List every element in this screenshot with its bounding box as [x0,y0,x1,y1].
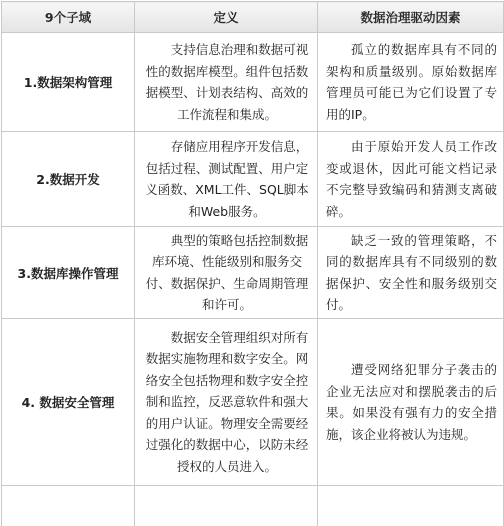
table-row [2,132,504,227]
subdomain-cell: 4. 数据安全管理 [2,319,135,486]
empty-cell [318,486,504,526]
header-row [2,2,504,33]
drivers-text: 遭受网络犯罪分子袭击的企业无法应对和摆脱袭击的后果。如果没有强有力的安全措施，该企业将被认为违规。 [326,359,497,445]
table-row-partial [2,486,504,526]
drivers-cell [318,132,504,227]
definition-text: 典型的策略包括控制数据库环境、性能级别和服务交付、数据保护、生命周期管理和许可。 [143,230,311,316]
definition-cell [135,227,318,319]
table-row [2,227,504,319]
definition-cell [135,319,318,486]
table-row [2,319,504,486]
subdomain-cell: 1.数据架构管理 [2,33,135,132]
empty-cell [135,486,318,526]
drivers-text: 缺乏一致的管理策略，不同的数据库具有不同级别的数据保护、安全性和服务级别交付。 [326,230,497,316]
header-subdomain: 9个子域 [2,2,135,33]
subdomain-cell: 2.数据开发 [2,132,135,227]
data-governance-table [1,1,504,526]
header-definition: 定义 [135,2,318,33]
drivers-text: 孤立的数据库具有不同的架构和质量级别。原始数据库管理员可能已为它们设置了专用的IP。 [326,39,497,125]
definition-cell [135,33,318,132]
definition-text: 支持信息治理和数据可视性的数据库模型。组件包括数据模型、计划表结构、高效的工作流程和集成。 [143,39,311,125]
drivers-cell [318,227,504,319]
empty-cell [2,486,135,526]
drivers-text: 由于原始开发人员工作改变或退休，因此可能文档记录不完整导致编码和猜测支离破碎。 [326,136,497,222]
header-drivers: 数据治理驱动因素 [318,2,504,33]
drivers-cell [318,319,504,486]
subdomain-cell: 3.数据库操作管理 [2,227,135,319]
definition-text: 数据安全管理组织对所有数据实施物理和数字安全。网络安全包括物理和数字安全控制和监控，反恶意软件和强大的用户认证。物理安全需要经过强化的数据中心，以防未经授权的人员进入。 [143,327,311,478]
definition-text: 存储应用程序开发信息，包括过程、测试配置、用户定义函数、XML工件、SQL脚本和Web服务。 [143,136,311,222]
table-row [2,33,504,132]
definition-cell [135,132,318,227]
drivers-cell [318,33,504,132]
